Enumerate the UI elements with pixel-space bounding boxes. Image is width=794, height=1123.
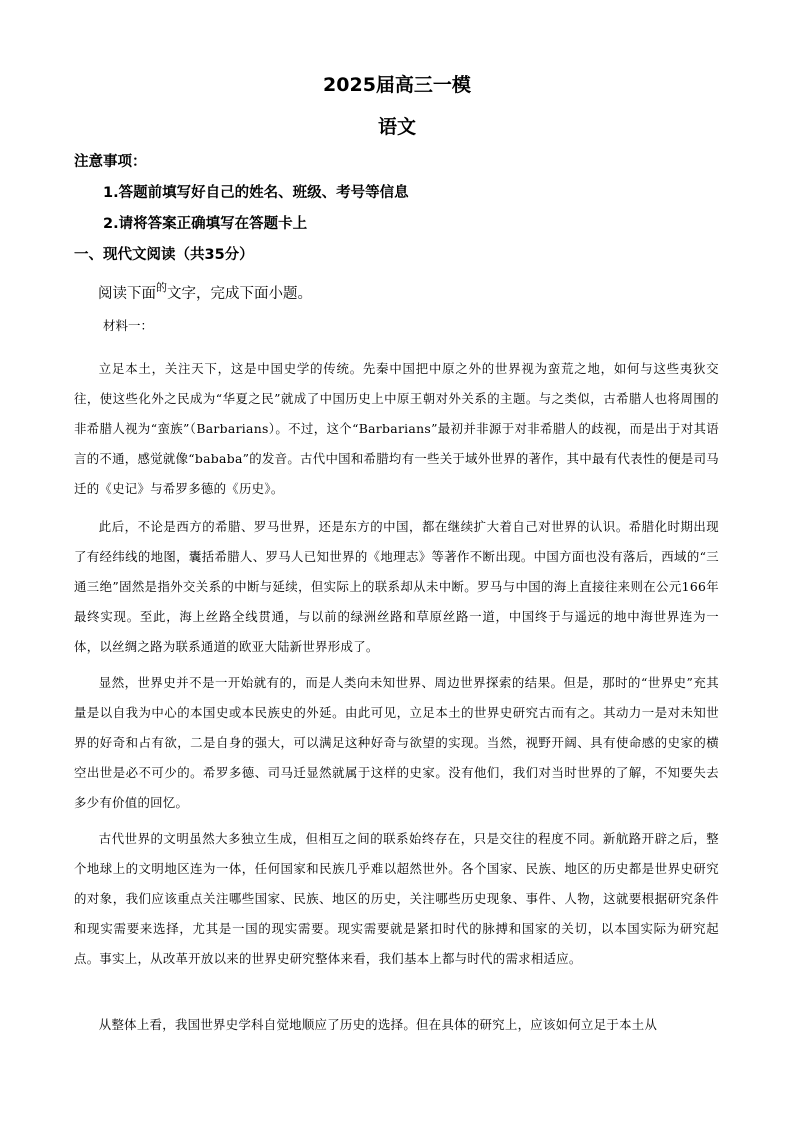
passage-paragraph-3: 显然，世界史并不是一开始就有的，而是人类向未知世界、周边世界探索的结果。但是，那时的“世界史”充其量是以自我为中心的本国史或本民族史的外延。由此可见，立足本土的世界史研究古而有之。其动力一是对未知世界的好奇和占有欲，二是自身的强大，可以满足这种好奇与欲望的实现。当然，视野开阔、具有使命感的史家的横空出世是必不可少的。希罗多德、司马迁显然就属于这样的史家。没有他们，我们对当时世界的了解，不知要失去多少有价值的回忆。 bbox=[74, 675, 719, 811]
passage-paragraph-4: 古代世界的文明虽然大多独立生成，但相互之间的联系始终存在，只是交往的程度不同。新航路开辟之后，整个地球上的文明地区连为一体，任何国家和民族几乎难以超然世外。各个国家、民族、地区的历史都是世界史研究的对象，我们应该重点关注哪些国家、民族、地区的历史，关注哪些历史现象、事件、人物，这就要根据研究条件和现实需要来选择，尤其是一国的现实需要。现实需要就是紧扣时代的脉搏和国家的关切，以本国实际为研究起点。事实上，从改革开放以来的世界史研究整体来看，我们基本上都与时代的需求相适应。 bbox=[74, 831, 719, 967]
section-heading: 一、现代文阅读（共35分） bbox=[74, 247, 254, 263]
subject-title: 语文 bbox=[377, 116, 416, 138]
passage-paragraph-2: 此后，不论是西方的希腊、罗马世界，还是东方的中国，都在继续扩大着自己对世界的认识。希腊化时期出现了有经纬线的地图，囊括希腊人、罗马人已知世界的《地理志》等著作不断出现。中国方面也没有落后，西域的“三通三绝”固然是指外交关系的中断与延续，但实际上的联系却从未中断。罗马与中国的海上直接往来则在公元166年最终实现。至此，海上丝路全线贯通，与以前的绿洲丝路和草原丝路一道，中国终于与遥远的地中海世界连为一体，以丝绸之路为联系通道的欧亚大陆新世界形成了。 bbox=[74, 519, 719, 655]
passage-paragraph-5: 从整体上看，我国世界史学科自觉地顺应了历史的选择。但在具体的研究上，应该如何立足于本土从 bbox=[98, 1017, 658, 1033]
passage-paragraph-1: 立足本土，关注天下，这是中国史学的传统。先秦中国把中原之外的世界视为蛮荒之地，如何与这些夷狄交往，使这些化外之民成为“华夏之民”就成了中国历史上中原王朝对外关系的主题。与之类似，古希腊人也将周围的非希腊人视为“蛮族”（Barbarians）。不过，这个“Barbarians”最初并非源于对非希腊人的歧视，而是出于对其语言的不通，感觉就像“bababa”的发音。古代中国和希腊均有一些关于域外世界的著作，其中最有代表性的便是司马迁的《史记》与希罗多德的《历史》。 bbox=[74, 361, 719, 497]
reading-instruction bbox=[98, 281, 312, 304]
instruction-superscript: 的 bbox=[156, 281, 167, 294]
note-item-1: 1.答题前填写好自己的姓名、班级、考号等信息 bbox=[103, 185, 409, 201]
note-item-2: 2.请将答案正确填写在答题卡上 bbox=[103, 216, 308, 232]
material-label: 材料一： bbox=[103, 318, 154, 333]
exam-title: 2025届高三一模 bbox=[323, 74, 471, 96]
instruction-text-end: 文字，完成下面小题。 bbox=[167, 286, 312, 302]
notes-heading: 注意事项： bbox=[74, 154, 147, 170]
instruction-text-start: 阅读下面 bbox=[98, 286, 156, 302]
